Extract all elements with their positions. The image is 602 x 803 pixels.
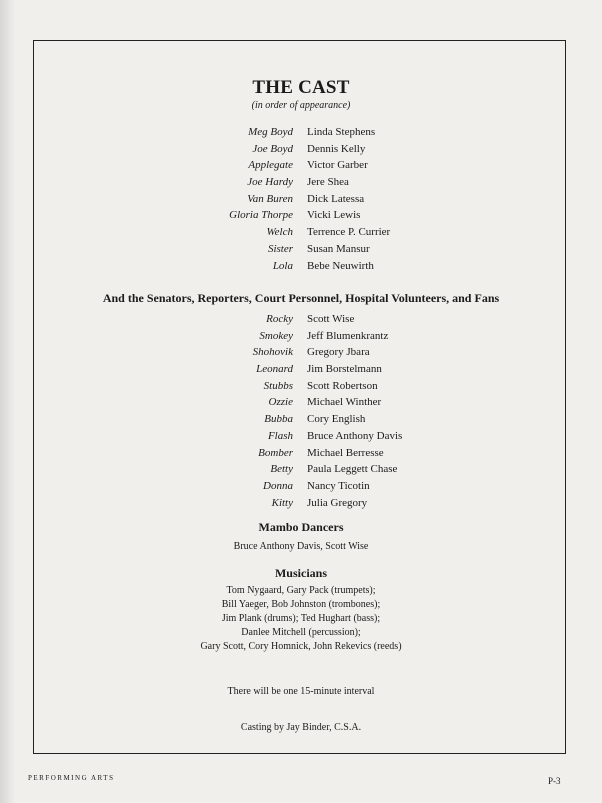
actor-name: Scott Wise <box>307 313 355 325</box>
mambo-names: Bruce Anthony Davis, Scott Wise <box>233 541 369 552</box>
cast-row <box>0 380 602 397</box>
musicians-heading: Musicians <box>274 566 327 580</box>
cast-row <box>0 430 602 447</box>
mambo-heading: Mambo Dancers <box>258 520 344 534</box>
interval-note: There will be one 15-minute interval <box>227 686 375 697</box>
actor-name: Susan Mansur <box>307 242 370 255</box>
publication-name: PERFORMING ARTS <box>28 774 115 782</box>
cast-row <box>0 260 602 277</box>
actor-name: Bebe Neuwirth <box>307 259 374 272</box>
musician-line: Gary Scott, Cory Homnick, John Rekevics (reeds) <box>200 641 402 652</box>
casting-credit: Casting by Jay Binder, C.S.A. <box>240 722 362 733</box>
actor-name: Linda Stephens <box>307 126 376 138</box>
role-name: Flash <box>267 429 293 442</box>
role-name: Smokey <box>259 329 293 342</box>
role-name: Joe Hardy <box>247 176 293 189</box>
principal-cast-list <box>0 126 602 276</box>
role-name: Lola <box>272 259 293 272</box>
actor-name: Nancy Ticotin <box>307 479 370 492</box>
cast-row <box>0 447 602 464</box>
actor-name: Michael Berresse <box>307 446 384 459</box>
role-name: Joe Boyd <box>252 142 293 155</box>
role-name: Rocky <box>266 313 293 325</box>
cast-row <box>0 193 602 210</box>
role-name: Welch <box>266 226 293 239</box>
role-name: Bomber <box>258 446 293 459</box>
role-name: Gloria Thorpe <box>229 209 293 222</box>
role-name: Donna <box>263 479 293 492</box>
actor-name: Vicki Lewis <box>307 209 361 222</box>
cast-row <box>0 143 602 160</box>
musician-line: Jim Plank (drums); Ted Hughart (bass); <box>221 613 381 624</box>
actor-name: Scott Robertson <box>307 379 378 392</box>
role-name: Stubbs <box>263 379 293 392</box>
actor-name: Michael Winther <box>307 396 382 409</box>
cast-row <box>0 159 602 176</box>
cast-title: THE CAST <box>252 77 350 98</box>
cast-row <box>0 126 602 143</box>
role-name: Shohovik <box>252 346 293 359</box>
actor-name: Jim Borstelmann <box>307 363 382 376</box>
actor-name: Gregory Jbara <box>307 346 370 359</box>
musician-line: Bill Yaeger, Bob Johnston (trombones); <box>221 599 381 610</box>
cast-row <box>0 209 602 226</box>
cast-row <box>0 330 602 347</box>
cast-subtitle: (in order of appearance) <box>251 100 351 111</box>
role-name: Applegate <box>248 159 293 172</box>
cast-row <box>0 413 602 430</box>
ensemble-heading: And the Senators, Reporters, Court Personnel, Hospital Volunteers, and Fans <box>102 291 500 305</box>
cast-row <box>0 243 602 260</box>
role-name: Betty <box>270 463 293 476</box>
cast-row <box>0 313 602 330</box>
page-number: P-3 <box>548 776 561 786</box>
cast-row <box>0 480 602 497</box>
role-name: Ozzie <box>268 396 293 409</box>
actor-name: Paula Leggett Chase <box>307 463 398 476</box>
cast-row <box>0 226 602 243</box>
role-name: Meg Boyd <box>248 126 293 138</box>
actor-name: Dick Latessa <box>307 192 365 205</box>
actor-name: Terrence P. Currier <box>307 226 391 239</box>
actor-name: Victor Garber <box>307 159 368 172</box>
role-name: Van Buren <box>247 192 293 205</box>
cast-row <box>0 363 602 380</box>
cast-row <box>0 497 602 514</box>
musician-line: Danlee Mitchell (percussion); <box>241 627 361 638</box>
actor-name: Jeff Blumenkrantz <box>307 329 389 342</box>
role-name: Sister <box>267 242 293 255</box>
ensemble-cast-list <box>0 313 602 513</box>
actor-name: Julia Gregory <box>307 496 368 509</box>
cast-row <box>0 396 602 413</box>
actor-name: Dennis Kelly <box>307 142 366 155</box>
role-name: Kitty <box>271 496 293 509</box>
cast-row <box>0 463 602 480</box>
cast-row <box>0 176 602 193</box>
actor-name: Bruce Anthony Davis <box>307 429 403 442</box>
role-name: Leonard <box>256 363 293 376</box>
musician-line: Tom Nygaard, Gary Pack (trumpets); <box>226 585 376 596</box>
actor-name: Jere Shea <box>307 176 349 189</box>
actor-name: Cory English <box>307 413 366 426</box>
role-name: Bubba <box>264 413 293 426</box>
cast-row <box>0 346 602 363</box>
